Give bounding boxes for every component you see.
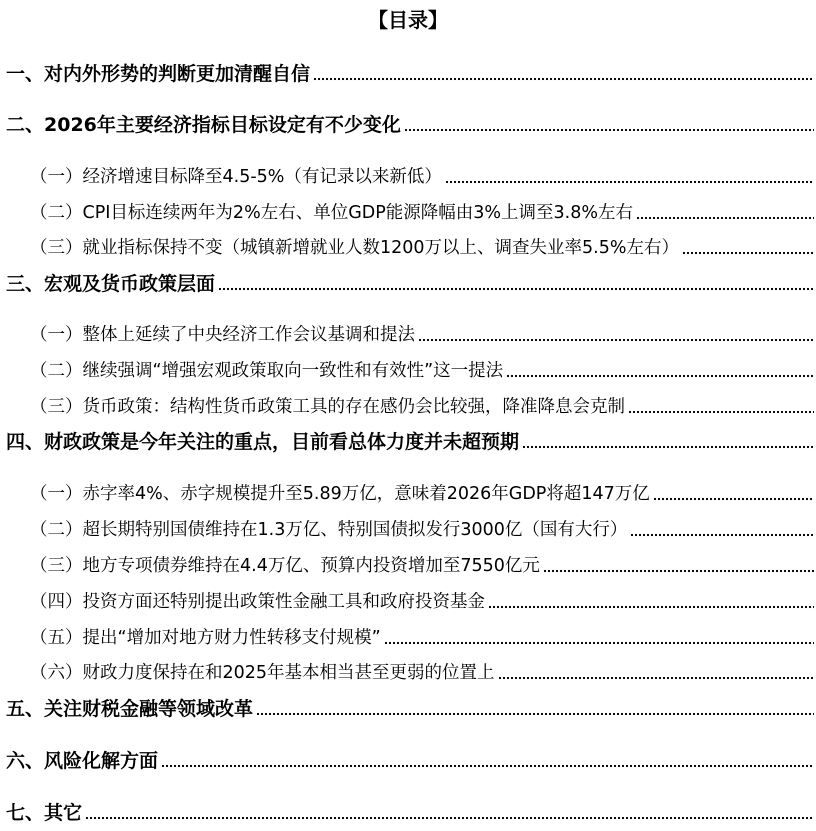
toc-entry-section-2-1[interactable] — [0, 163, 816, 191]
dot-leader — [488, 604, 814, 610]
toc-entry-section-2[interactable] — [0, 111, 816, 139]
toc-entry-label: （一）赤字率4%、赤字规模提升至5.89万亿，意味着2026年GDP将超147万亿 — [30, 484, 650, 504]
toc-title: 【目录】 — [368, 8, 448, 32]
toc-entry-section-3-1[interactable] — [0, 321, 816, 349]
toc-entry-label: （四）投资方面还特别提出政策性金融工具和政府投资基金 — [30, 592, 485, 612]
dot-leader — [682, 250, 814, 256]
dot-leader — [445, 179, 814, 185]
toc-entry-label: 二、2026年主要经济指标目标设定有不少变化 — [6, 114, 401, 136]
dot-leader — [630, 532, 814, 538]
dot-leader — [161, 763, 814, 769]
toc-entry-section-2-2[interactable] — [0, 199, 816, 227]
toc-entry-label: （三）货币政策：结构性货币政策工具的存在感仍会比较强，降准降息会克制 — [30, 397, 625, 417]
dot-leader — [404, 127, 814, 133]
dot-leader — [522, 444, 814, 450]
toc-entry-label: （一）整体上延续了中央经济工作会议基调和提法 — [30, 325, 415, 345]
dot-leader — [653, 496, 814, 502]
toc-entry-section-2-3[interactable] — [0, 234, 816, 262]
dot-leader — [636, 215, 814, 221]
toc-entry-label: 四、财政政策是今年关注的重点，目前看总体力度并未超预期 — [6, 431, 520, 453]
toc-entry-section-1[interactable] — [0, 60, 816, 88]
toc-entry-section-4-3[interactable] — [0, 552, 816, 580]
toc-entry-label: （三）地方专项债券维持在4.4万亿、预算内投资增加至7550亿元 — [30, 556, 540, 576]
toc-entry-section-3[interactable] — [0, 270, 816, 298]
toc-entry-label: 三、宏观及货币政策层面 — [6, 273, 216, 295]
dot-leader — [384, 640, 814, 646]
toc-entry-section-7[interactable] — [0, 799, 816, 827]
toc-entry-section-4-5[interactable] — [0, 624, 816, 652]
toc-entry-section-5[interactable] — [0, 695, 816, 723]
dot-leader — [506, 373, 814, 379]
toc-entry-label: 一、对内外形势的判断更加清醒自信 — [6, 63, 311, 85]
toc-entry-section-4-6[interactable] — [0, 659, 816, 687]
toc-entry-label: 六、风险化解方面 — [6, 750, 159, 772]
toc-entry-label: （一）经济增速目标降至4.5-5%（有记录以来新低） — [30, 167, 442, 187]
toc-entry-label: （六）财政力度保持在和2025年基本相当甚至更弱的位置上 — [30, 663, 495, 683]
toc-entry-label: （五）提出“增加对地方财力性转移支付规模” — [30, 628, 381, 648]
dot-leader — [256, 711, 814, 717]
dot-leader — [85, 815, 814, 821]
toc-entry-label: （二）CPI目标连续两年为2%左右、单位GDP能源降幅由3%上调至3.8%左右 — [30, 203, 634, 223]
dot-leader — [418, 337, 814, 343]
toc-entry-label: （二）超长期特别国债维持在1.3万亿、特别国债拟发行3000亿（国有大行） — [30, 520, 628, 540]
toc-entry-label: 五、关注财税金融等领域改革 — [6, 698, 254, 720]
toc-entry-section-6[interactable] — [0, 747, 816, 775]
toc-entry-label: （三）就业指标保持不变（城镇新增就业人数1200万以上、调查失业率5.5%左右） — [30, 238, 679, 258]
dot-leader — [313, 76, 814, 82]
toc-entry-section-3-3[interactable] — [0, 393, 816, 421]
toc-entry-label: 七、其它 — [6, 802, 83, 824]
dot-leader — [543, 568, 814, 574]
dot-leader — [218, 286, 814, 292]
dot-leader — [498, 675, 814, 681]
toc-entry-section-4-1[interactable] — [0, 480, 816, 508]
toc-entry-label: （二）继续强调“增强宏观政策取向一致性和有效性”这一提法 — [30, 361, 504, 381]
toc-entry-section-3-2[interactable] — [0, 357, 816, 385]
toc-entry-section-4[interactable] — [0, 428, 816, 456]
dot-leader — [628, 409, 814, 415]
toc-entry-section-4-4[interactable] — [0, 588, 816, 616]
toc-entry-section-4-2[interactable] — [0, 516, 816, 544]
